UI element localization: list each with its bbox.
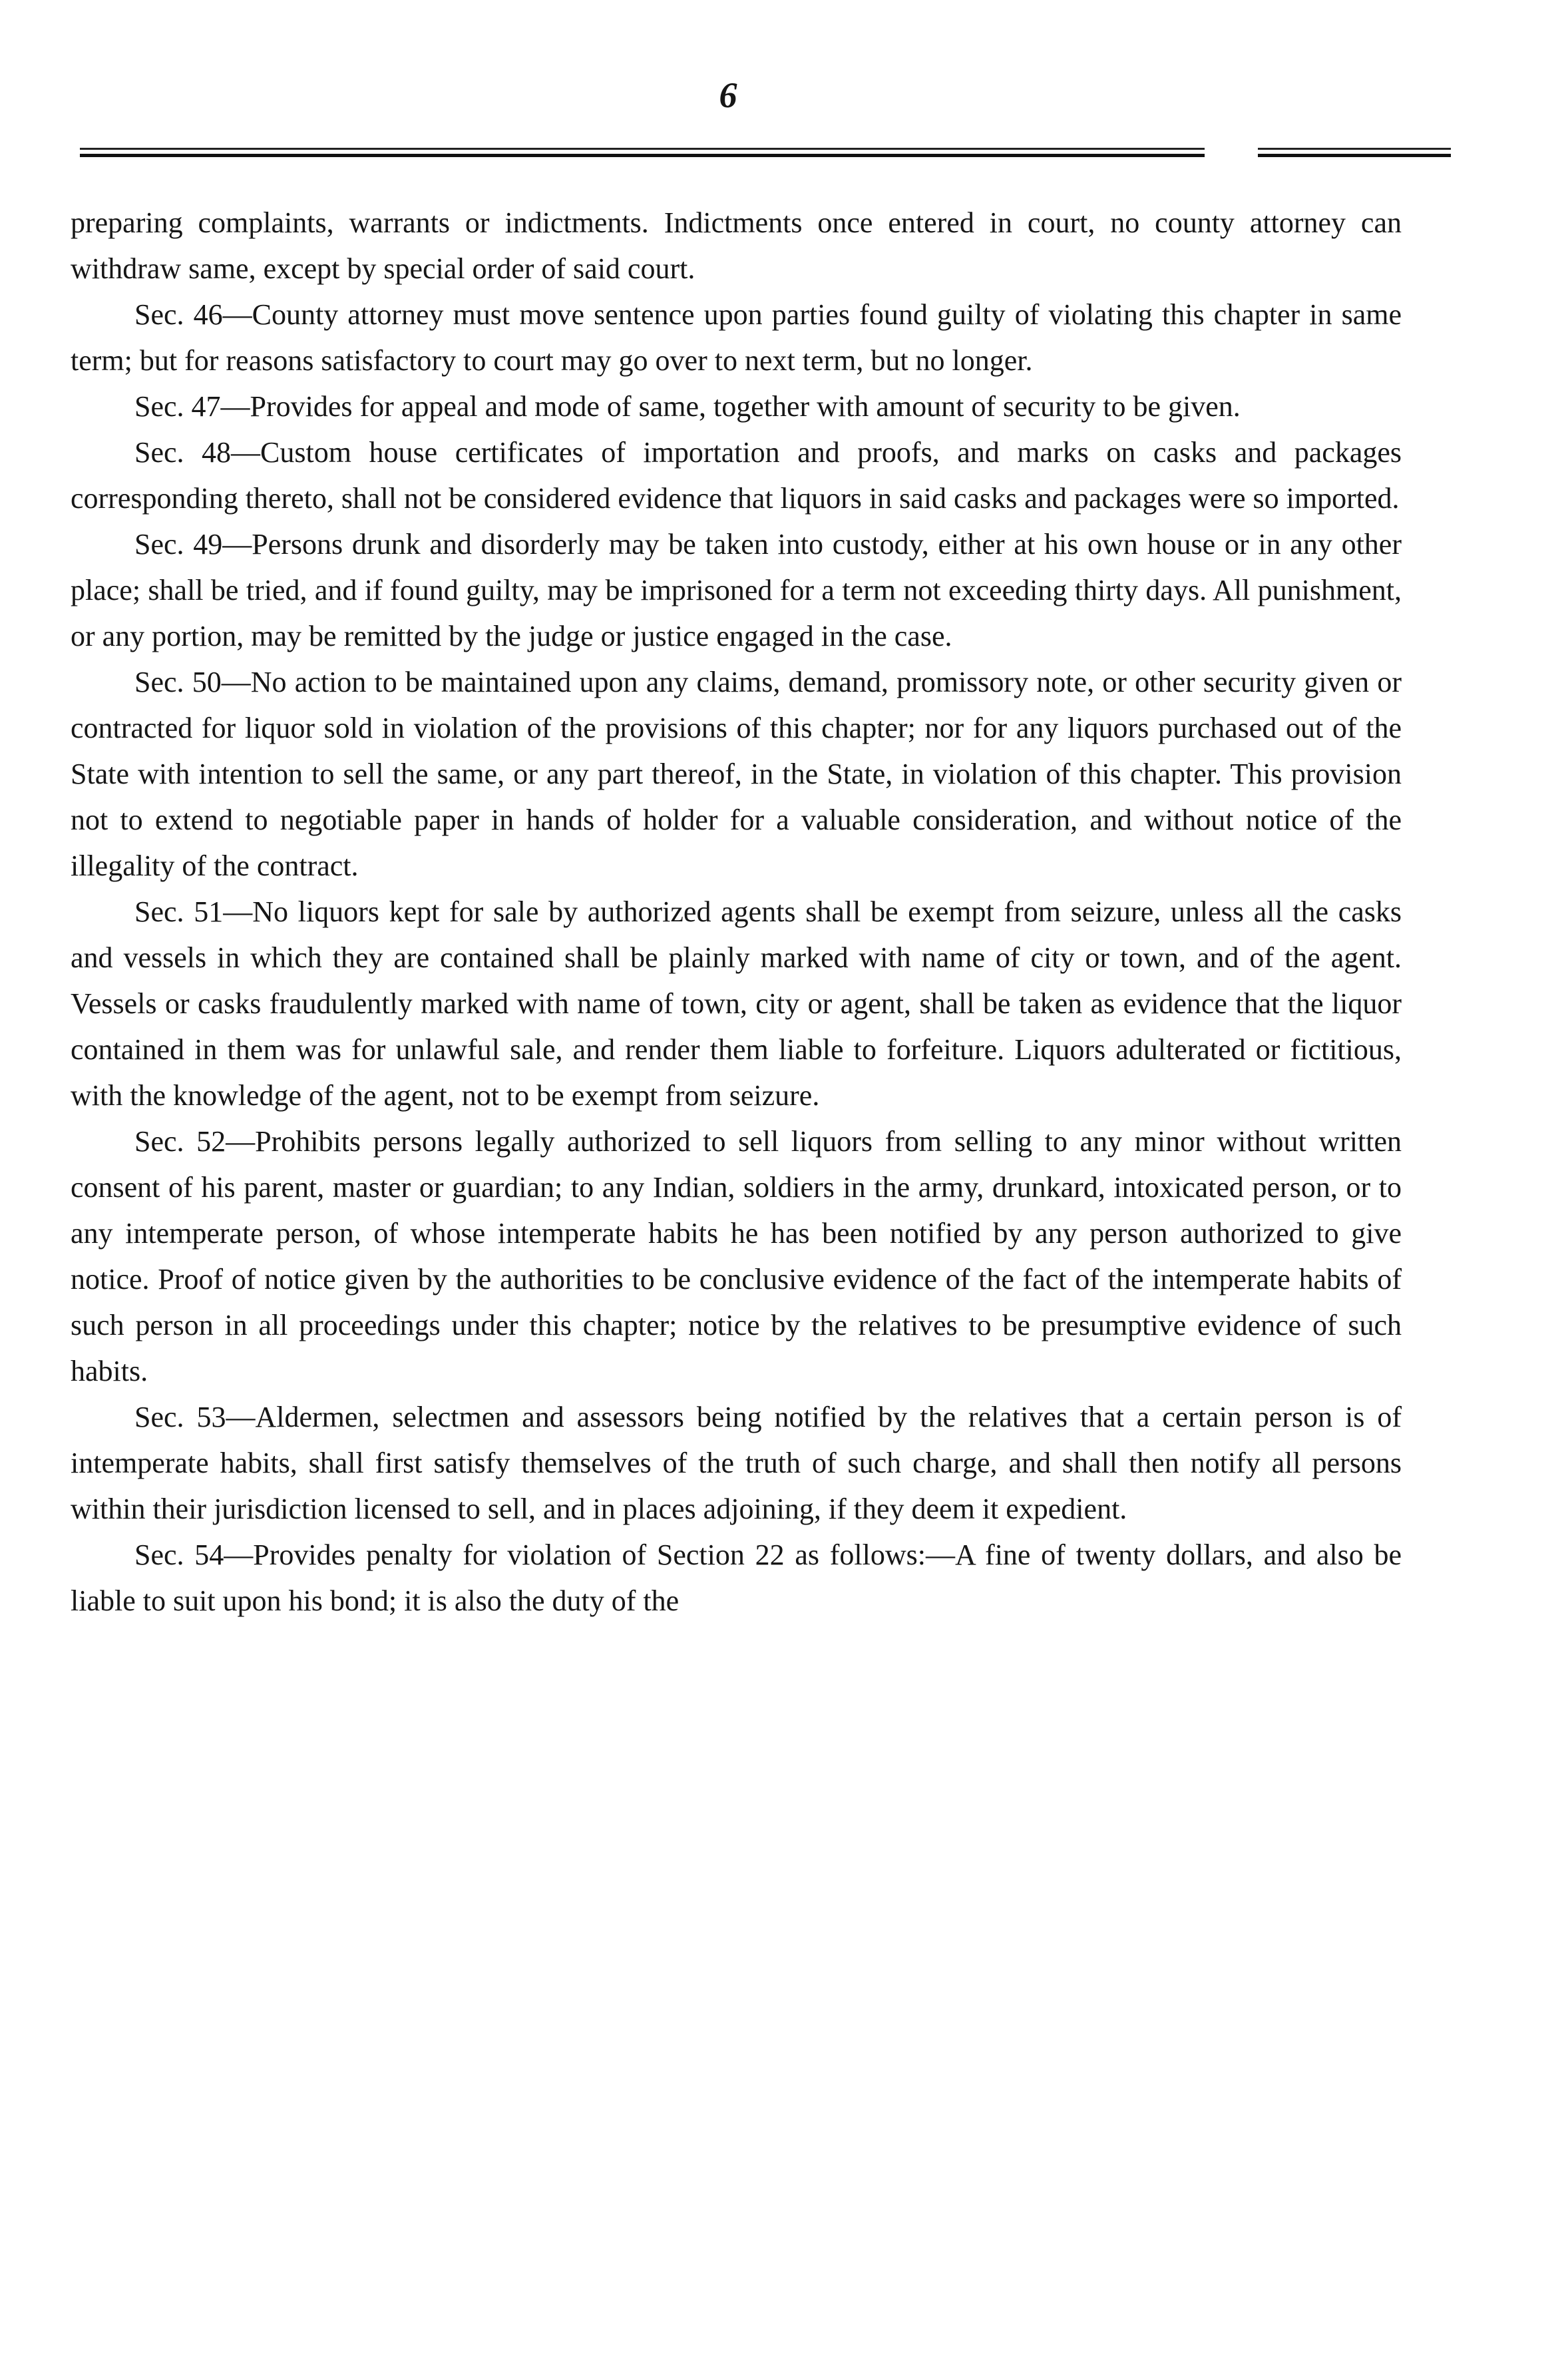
paragraph-sec-49: Sec. 49—Persons drunk and disorderly may be taken into custody, either at his own house or in any other place; shall be tried, and if found guilty, may be imprisoned for a term not exceeding thirty days. All punishment, or any portion, may be remitted by the judge or justice engaged in the case. (71, 528, 1402, 652)
rule-line (80, 154, 1205, 157)
paragraph-sec-50: Sec. 50—No action to be maintained upon any claims, demand, promissory note, or other security given or contracted for liquor sold in violation of the provisions of this chapter; nor for any liquors purchased out of the State with intention to sell the same, or any part thereof, in the State, in violation of this chapter. This provision not to extend to negotiable paper in hands of holder for a valuable consideration, and without notice of the illegality of the contract. (71, 666, 1402, 882)
header-double-rule (80, 148, 1451, 161)
body-text (71, 200, 1402, 1624)
paragraph-continuation: preparing complaints, warrants or indictments. Indictments once entered in court, no county attorney can withdraw same, except by special order of said court. (71, 206, 1402, 285)
paragraph-sec-52: Sec. 52—Prohibits persons legally authorized to sell liquors from selling to any minor without written consent of his parent, master or guardian; to any Indian, soldiers in the army, drunkard, intoxicated person, or to any intemperate person, of whose intemperate habits he has been notified by any person authorized to give notice. Proof of notice given by the authorities to be conclusive evidence of the fact of the intemperate habits of such person in all proceedings under this chapter; notice by the relatives to be presumptive evidence of such habits. (71, 1125, 1402, 1387)
paragraph-sec-51: Sec. 51—No liquors kept for sale by authorized agents shall be exempt from seizure, unless all the casks and vessels in which they are contained shall be plainly marked with name of city or town, and of the agent. Vessels or casks fraudulently marked with name of town, city or agent, shall be taken as evidence that the liquor contained in them was for unlawful sale, and render them liable to forfeiture. Liquors adulterated or fictitious, with the knowledge of the agent, not to be exempt from seizure. (71, 895, 1402, 1112)
paragraph-sec-54: Sec. 54—Provides penalty for violation of Section 22 as follows:—A fine of twenty dollars, and also be liable to suit upon his bond; it is also the duty of the (71, 1539, 1402, 1617)
page-number: 6 (719, 75, 737, 115)
paragraph-sec-46: Sec. 46—County attorney must move sentence upon parties found guilty of violating this chapter in same term; but for reasons satisfactory to court may go over to next term, but no longer. (71, 298, 1402, 377)
rule-line (1258, 154, 1451, 157)
paragraph-sec-48: Sec. 48—Custom house certificates of importation and proofs, and marks on casks and packages corresponding thereto, shall not be considered evidence that liquors in said casks and packages were so imported. (71, 436, 1402, 515)
rule-line (1258, 148, 1451, 150)
rule-line (80, 148, 1205, 150)
paragraph-sec-53: Sec. 53—Aldermen, selectmen and assessors being notified by the relatives that a certain person is of intemperate habits, shall first satisfy themselves of the truth of such charge, and shall then notify all persons within their jurisdiction licensed to sell, and in places adjoining, if they deem it expedient. (71, 1401, 1402, 1525)
paragraph-sec-47: Sec. 47—Provides for appeal and mode of same, together with amount of security to be given. (134, 390, 1241, 423)
